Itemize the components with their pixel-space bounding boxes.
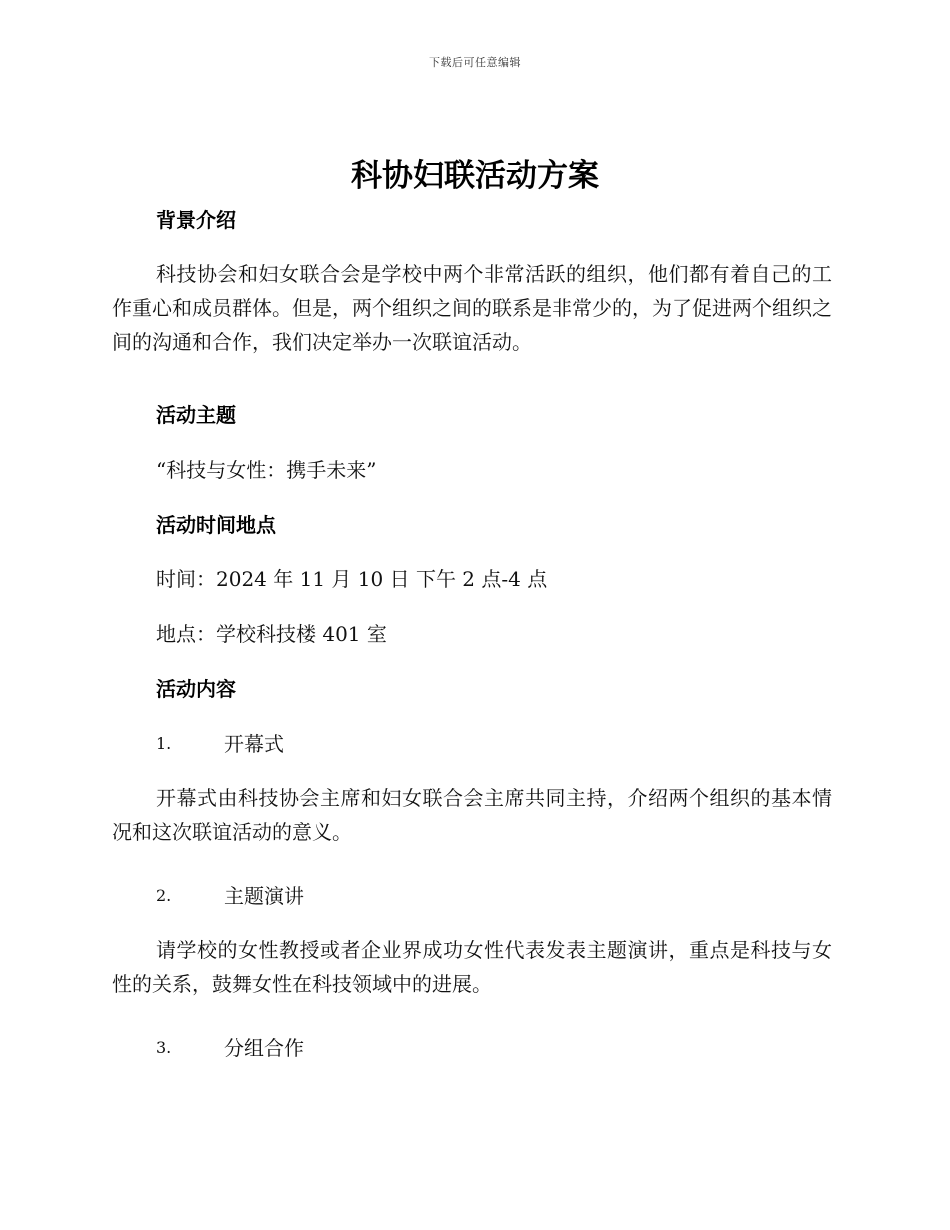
section-heading-background: 背景介绍: [156, 208, 236, 232]
list-item-title: 分组合作: [224, 1036, 304, 1060]
background-paragraph: 科技协会和妇女联合会是学校中两个非常活跃的组织，他们都有着自己的工作重心和成员群体。但是，两个组织之间的联系是非常少的，为了促进两个组织之间的沟通和合作，我们决定举办一次联谊活动。: [112, 262, 832, 354]
list-item-number: 2.: [156, 886, 172, 905]
list-item-description: 开幕式由科技协会主席和妇女联合会主席共同主持，介绍两个组织的基本情况和这次联谊活动的意义。: [112, 786, 832, 844]
list-item-title: 主题演讲: [224, 884, 304, 908]
document-title: 科协妇联活动方案: [351, 158, 599, 194]
list-item: [156, 879, 304, 913]
list-item: [156, 727, 284, 761]
event-place: 地点：学校科技楼 401 室: [156, 622, 387, 646]
section-heading-theme: 活动主题: [156, 403, 236, 427]
list-item-title: 开幕式: [224, 732, 284, 756]
list-item-description: 请学校的女性教授或者企业界成功女性代表发表主题演讲，重点是科技与女性的关系，鼓舞女性在科技领域中的进展。: [112, 938, 832, 996]
list-item-number: 1.: [156, 734, 172, 753]
header-note: 下载后可任意编辑: [429, 56, 521, 69]
list-item-number: 3.: [156, 1038, 172, 1057]
theme-text: “科技与女性：携手未来”: [156, 458, 377, 482]
section-heading-time-place: 活动时间地点: [156, 513, 276, 537]
event-time: 时间：2024 年 11 月 10 日 下午 2 点-4 点: [156, 567, 548, 591]
section-heading-content: 活动内容: [156, 677, 236, 701]
list-item: [156, 1031, 304, 1065]
